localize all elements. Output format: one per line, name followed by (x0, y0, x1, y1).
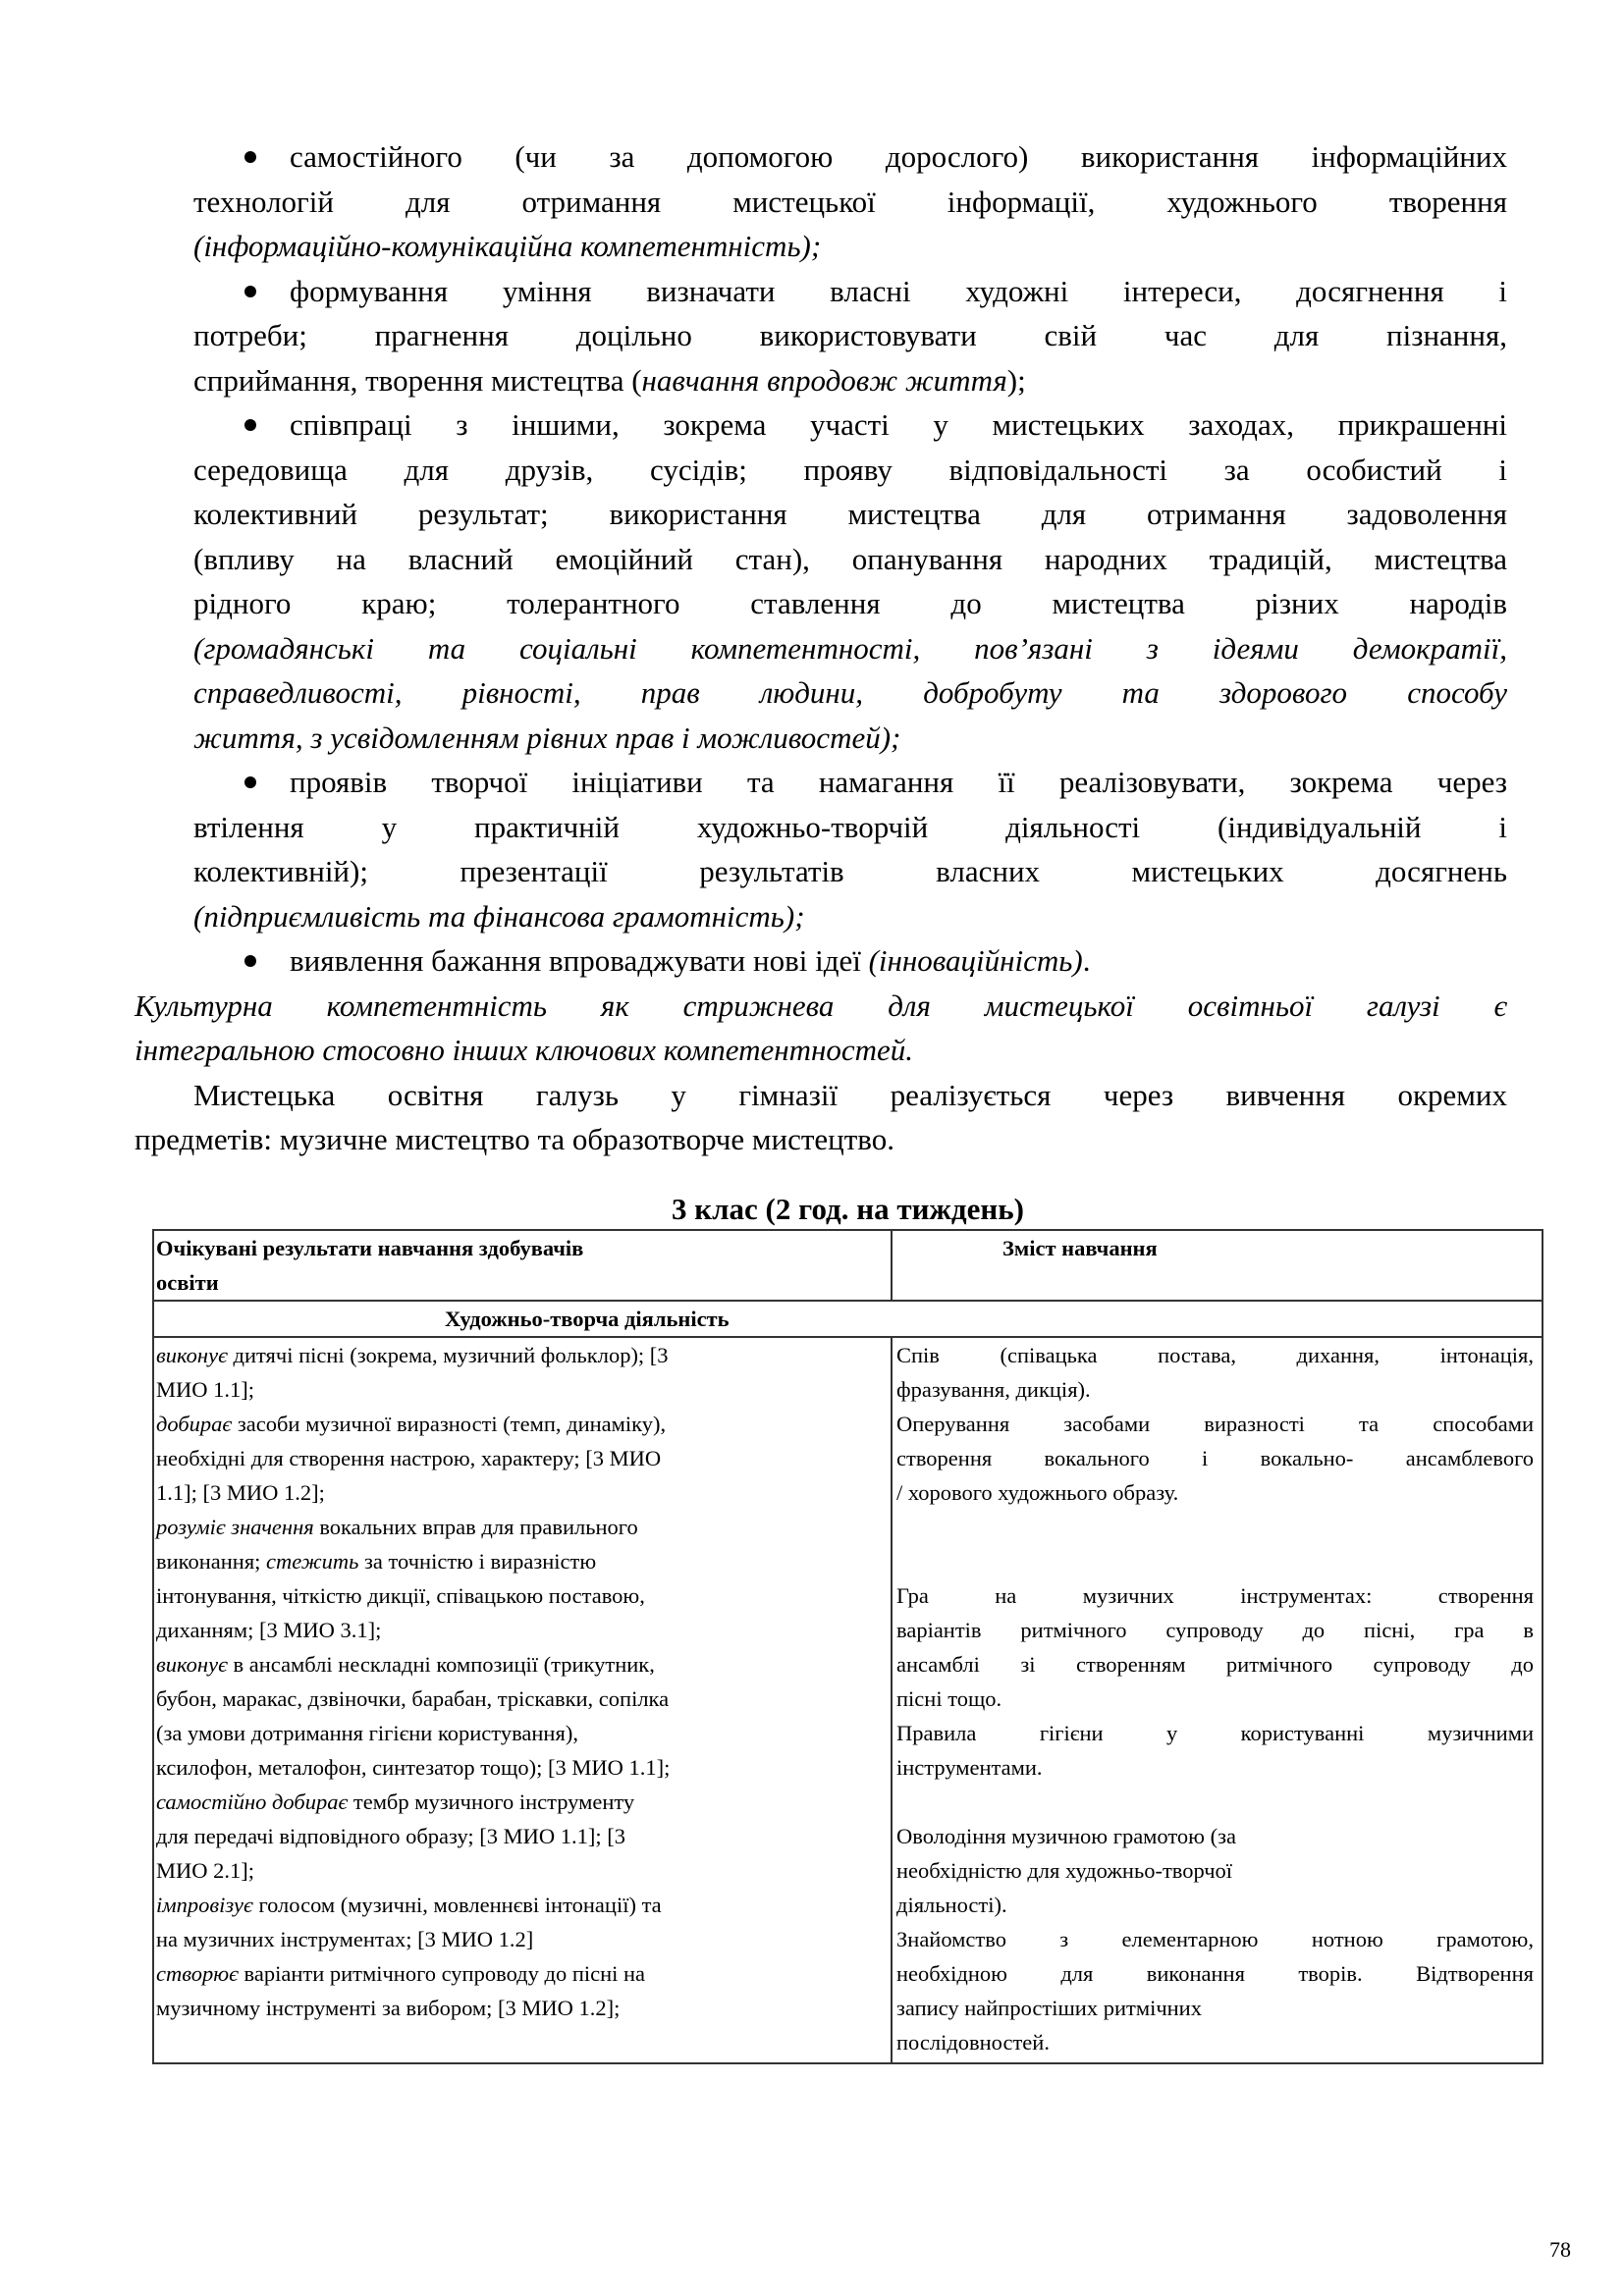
cell-line: бубон, маракас, дзвіночки, барабан, тріскавки, сопілка (156, 1686, 670, 1711)
cell-line: пісні тощо. (896, 1686, 1002, 1711)
competence-label: справедливості, рівності, прав людини, добробуту та здорового способу (193, 675, 1507, 710)
text-line: предметів: музичне мистецтво та образотворче мистецтво. (135, 1122, 894, 1156)
header-text: Зміст навчання (1002, 1236, 1158, 1260)
table-row (154, 1336, 1542, 2062)
text-line: Мистецька освітня галузь у гімназії реалізується через вивчення окремих (193, 1077, 1507, 1112)
bullet-icon (244, 286, 256, 297)
cell-line: добирає засоби музичної виразності (темп, динаміку), (156, 1412, 667, 1436)
text-line: рідного краю; толерантного ставлення до мистецтва різних народів (193, 586, 1507, 620)
cell-line: 1.1]; [3 МИО 1.2]; (156, 1480, 325, 1505)
header-expected-results (154, 1231, 893, 1300)
cell-line: розуміє значення вокальних вправ для правильного (156, 1515, 638, 1539)
cell-line: Оперування засобами виразності та способами (896, 1412, 1534, 1436)
cell-line: / хорового художнього образу. (896, 1480, 1179, 1505)
action-verb: стежить (266, 1549, 359, 1574)
cell-line: необхідністю для художньо-творчої (896, 1858, 1233, 1883)
cell-line: інструментами. (896, 1755, 1043, 1780)
bullet-item-innovation (193, 938, 1507, 984)
text-line: Культурна компетентність як стрижнева для мистецької освітньої галузі є (135, 988, 1507, 1023)
text-line: технологій для отримання мистецької інформації, художнього творення (193, 184, 1507, 219)
spacer (896, 1785, 1534, 1819)
cell-line: Знайомство з елементарною нотною грамотою, (896, 1927, 1534, 1951)
cell-line: імпровізує голосом (музичні, мовленнєві інтонації) та (156, 1893, 662, 1917)
cell-line: самостійно добирає тембр музичного інструменту (156, 1789, 635, 1814)
cell-line: Правила гігієни у користуванні музичними (896, 1721, 1534, 1745)
competence-label: навчання впродовж життя (641, 362, 1007, 398)
action-verb: самостійно добирає (156, 1789, 349, 1814)
page-number: 78 (1549, 2237, 1571, 2262)
cell-line: диханням; [3 МИО 3.1]; (156, 1618, 382, 1642)
bullet-item-civic-competence (193, 402, 1507, 760)
intro-paragraph (135, 1073, 1507, 1162)
cell-line: на музичних інструментах; [3 МИО 1.2] (156, 1927, 534, 1951)
competence-label: (інноваційність) (868, 943, 1083, 978)
header-text: освіти (156, 1270, 219, 1295)
cell-line: виконання; стежить за точністю і виразністю (156, 1549, 597, 1574)
cell-line: МИО 2.1]; (156, 1858, 254, 1883)
cell-line: необхідною для виконання творів. Відтворення (896, 1961, 1534, 1986)
action-verb: добирає (156, 1412, 233, 1436)
competence-label: (інформаційно-комунікаційна компетентність); (193, 229, 822, 263)
action-verb: імпровізує (156, 1893, 253, 1917)
text-line: сприймання, творення мистецтва (навчання впродовж життя); (193, 362, 1026, 398)
bullet-line: виявлення бажання впроваджувати нові ідеї (інноваційність). (193, 938, 1507, 984)
table-header-row (154, 1231, 1542, 1300)
bullet-item-ict-competence (193, 134, 1507, 269)
cell-line: Гра на музичних інструментах: створення (896, 1583, 1534, 1608)
bullet-item-lifelong-learning (193, 269, 1507, 403)
bullet-line: співпраці з іншими, зокрема участі у мистецьких заходах, прикрашенні (193, 402, 1507, 448)
text-line: колективній); презентації результатів власних мистецьких досягнень (193, 854, 1507, 888)
bullet-line: формування уміння визначати власні художні інтереси, досягнення і (193, 269, 1507, 314)
text-line: середовища для друзів, сусідів; прояву відповідальності за особистий і (193, 452, 1507, 487)
curriculum-table (152, 1229, 1543, 2064)
text-line: потреби; прагнення доцільно використовувати свій час для пізнання, (193, 318, 1507, 352)
cell-line: (за умови дотримання гігієни користування), (156, 1721, 578, 1745)
cell-line: фразування, дикція). (896, 1377, 1091, 1402)
cell-line: необхідні для створення настрою, характеру; [3 МИО (156, 1446, 662, 1470)
cell-line: створює варіанти ритмічного супроводу до пісні на (156, 1961, 646, 1986)
cell-line: виконує дитячі пісні (зокрема, музичний фольклор); [3 (156, 1343, 669, 1367)
section-title: Художньо-творча діяльність (445, 1307, 730, 1331)
bullet-icon (244, 151, 256, 163)
action-verb: створює (156, 1961, 239, 1986)
bullet-icon (244, 419, 256, 431)
bullet-line: проявів творчої ініціативи та намагання її реалізовувати, зокрема через (193, 760, 1507, 805)
cell-line: музичному інструменті за вибором; [3 МИО 1.2]; (156, 1996, 621, 2020)
text-line: (впливу на власний емоційний стан), опанування народних традицій, мистецтва (193, 541, 1507, 576)
action-verb: виконує (156, 1652, 228, 1677)
cell-line: ансамблі зі створенням ритмічного супроводу до (896, 1652, 1534, 1677)
cell-line: створення вокального і вокально- ансамблевого (896, 1446, 1534, 1470)
cell-line: запису найпростіших ритмічних (896, 1996, 1202, 2020)
text-line: втілення у практичній художньо-творчій діяльності (індивідуальній і (193, 809, 1507, 844)
cell-line: Спів (співацька постава, дихання, інтонація, (896, 1343, 1534, 1367)
competence-label: життя, з усвідомленням рівних прав і можливостей); (193, 720, 901, 755)
action-verb: виконує (156, 1343, 228, 1367)
spacer (896, 1510, 1534, 1544)
competence-label: (підприємливість та фінансова грамотність); (193, 898, 805, 934)
cell-line: МИО 1.1]; (156, 1377, 254, 1402)
spacer (896, 1544, 1534, 1578)
header-content (893, 1231, 1542, 1300)
action-verb: розуміє значення (156, 1515, 314, 1539)
text-line: колективний результат; використання мистецтва для отримання задоволення (193, 497, 1507, 531)
bullet-icon (244, 955, 256, 967)
cell-line: інтонування, чіткістю дикції, співацькою поставою, (156, 1583, 645, 1608)
cell-line: діяльності). (896, 1893, 1007, 1917)
cell-line: ксилофон, металофон, синтезатор тощо); [3 МИО 1.1]; (156, 1755, 671, 1780)
cell-line: послідовностей. (896, 2030, 1050, 2055)
expected-results-cell (154, 1338, 893, 2062)
cell-line: для передачі відповідного образу; [3 МИО 1.1]; [3 (156, 1824, 626, 1848)
text-line: інтегральною стосовно інших ключових компетентностей. (135, 1033, 914, 1067)
cell-line: виконує в ансамблі нескладні композиції (трикутник, (156, 1652, 655, 1677)
bullet-line: самостійного (чи за допомогою дорослого) використання інформаційних (193, 134, 1507, 180)
header-text: Очікувані результати навчання здобувачів (156, 1236, 584, 1260)
learning-content-cell (893, 1338, 1542, 2062)
competence-label: (громадянські та соціальні компетентності, пов’язані з ідеями демократії, (193, 630, 1507, 666)
bullet-item-entrepreneurship (193, 760, 1507, 938)
table-title: 3 клас (2 год. на тиждень) (672, 1192, 1024, 1226)
bullet-icon (244, 776, 256, 788)
section-row (154, 1300, 1542, 1336)
culture-competence-note (135, 984, 1507, 1073)
cell-line: варіантів ритмічного супроводу до пісні, гра в (896, 1618, 1534, 1642)
cell-line: Оволодіння музичною грамотою (за (896, 1824, 1236, 1848)
